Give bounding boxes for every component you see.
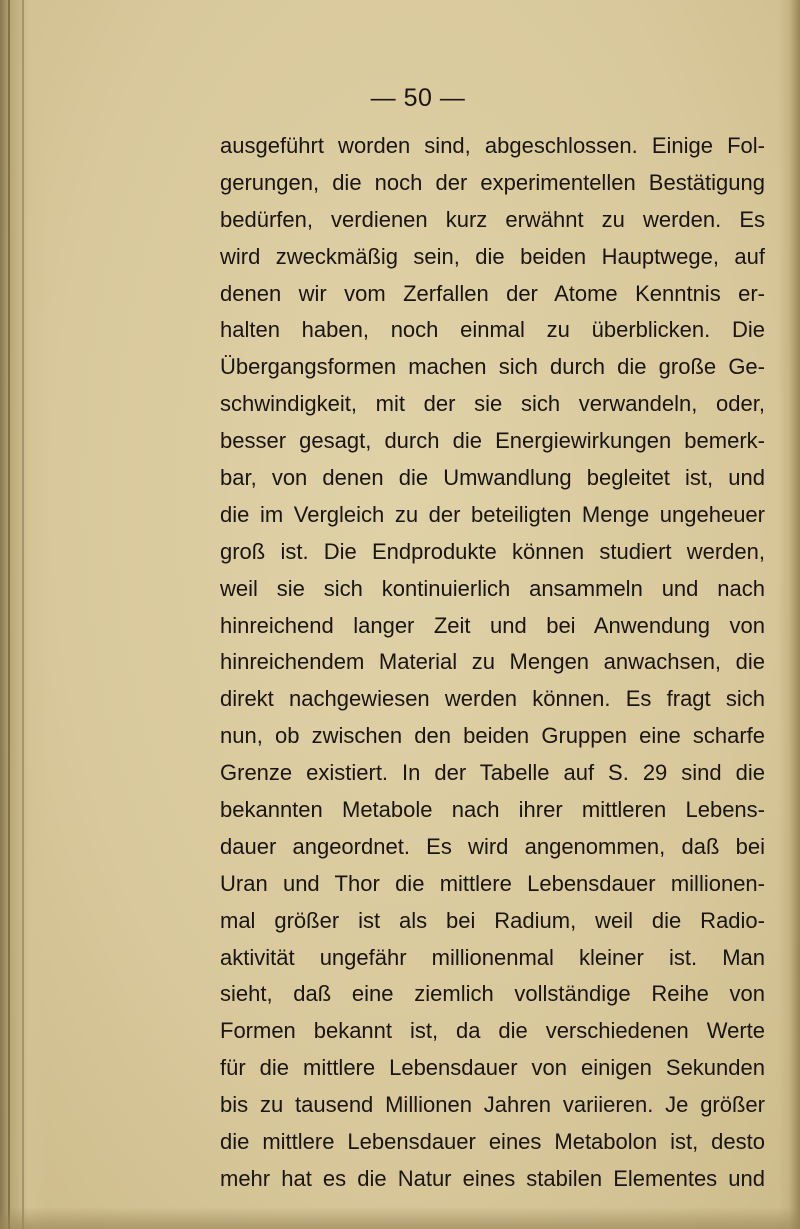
- text-line: schwindigkeit, mit der sie sich verwandeln, oder,: [220, 391, 765, 417]
- page-bottom-shadow: [0, 1207, 800, 1229]
- text-line: die im Vergleich zu der beteiligten Menge ungeheuer: [220, 501, 765, 527]
- text-line: bedürfen, verdienen kurz erwähnt zu werden. Es: [220, 206, 765, 232]
- text-line: Formen bekannt ist, da die verschiedenen Werte: [220, 1018, 765, 1044]
- text-line: ausgeführt worden sind, abgeschlossen. Einige Fol-: [220, 133, 765, 158]
- text-line: Übergangsformen machen sich durch die große Ge-: [220, 354, 765, 380]
- text-line: bis zu tausend Millionen Jahren variieren. Je größer: [220, 1092, 765, 1118]
- text-line: die mittlere Lebensdauer eines Metabolon ist, desto: [220, 1129, 765, 1155]
- text-line: nun, ob zwischen den beiden Gruppen eine scharfe: [220, 723, 765, 749]
- text-line: hinreichendem Material zu Mengen anwachsen, die: [220, 649, 765, 675]
- text-line: bar, von denen die Umwandlung begleitet ist, und: [220, 465, 765, 491]
- text-line: weil sie sich kontinuierlich ansammeln und nach: [220, 575, 765, 601]
- text-line: für die mittlere Lebensdauer von einigen Sekunden: [220, 1055, 765, 1081]
- text-line: halten haben, noch einmal zu überblicken. Die: [220, 317, 765, 343]
- text-line: groß ist. Die Endprodukte können studiert werden,: [220, 538, 765, 564]
- text-line: direkt nachgewiesen werden können. Es fragt sich: [220, 686, 765, 712]
- text-line: bekannten Metabole nach ihrer mittleren Lebens-: [220, 797, 765, 823]
- page-edge-shadow: [778, 0, 800, 1229]
- binding-line: [8, 0, 10, 1229]
- text-line: aktivität ungefähr millionenmal kleiner ist. Man: [220, 944, 765, 970]
- text-line: dauer angeordnet. Es wird angenommen, daß bei: [220, 833, 765, 859]
- page-number: — 50 —: [370, 84, 466, 112]
- text-line: wird zweckmäßig sein, die beiden Hauptwege, auf: [220, 243, 765, 269]
- binding-line: [22, 0, 24, 1229]
- text-line: denen wir vom Zerfallen der Atome Kenntnis er-: [220, 280, 765, 306]
- text-line: Grenze existiert. In der Tabelle auf S. 29 sind die: [220, 760, 765, 786]
- text-line: hinreichend langer Zeit und bei Anwendung von: [220, 612, 765, 638]
- body-text: [220, 128, 765, 1198]
- text-line: mehr hat es die Natur eines stabilen Elementes und: [220, 1165, 765, 1191]
- text-line: Uran und Thor die mittlere Lebensdauer millionen-: [220, 870, 765, 896]
- text-line: gerungen, die noch der experimentellen Bestätigung: [220, 169, 765, 195]
- text-line: besser gesagt, durch die Energiewirkungen bemerk-: [220, 428, 765, 454]
- text-line: sieht, daß eine ziemlich vollständige Reihe von: [220, 981, 765, 1007]
- text-line: mal größer ist als bei Radium, weil die Radio-: [220, 907, 765, 933]
